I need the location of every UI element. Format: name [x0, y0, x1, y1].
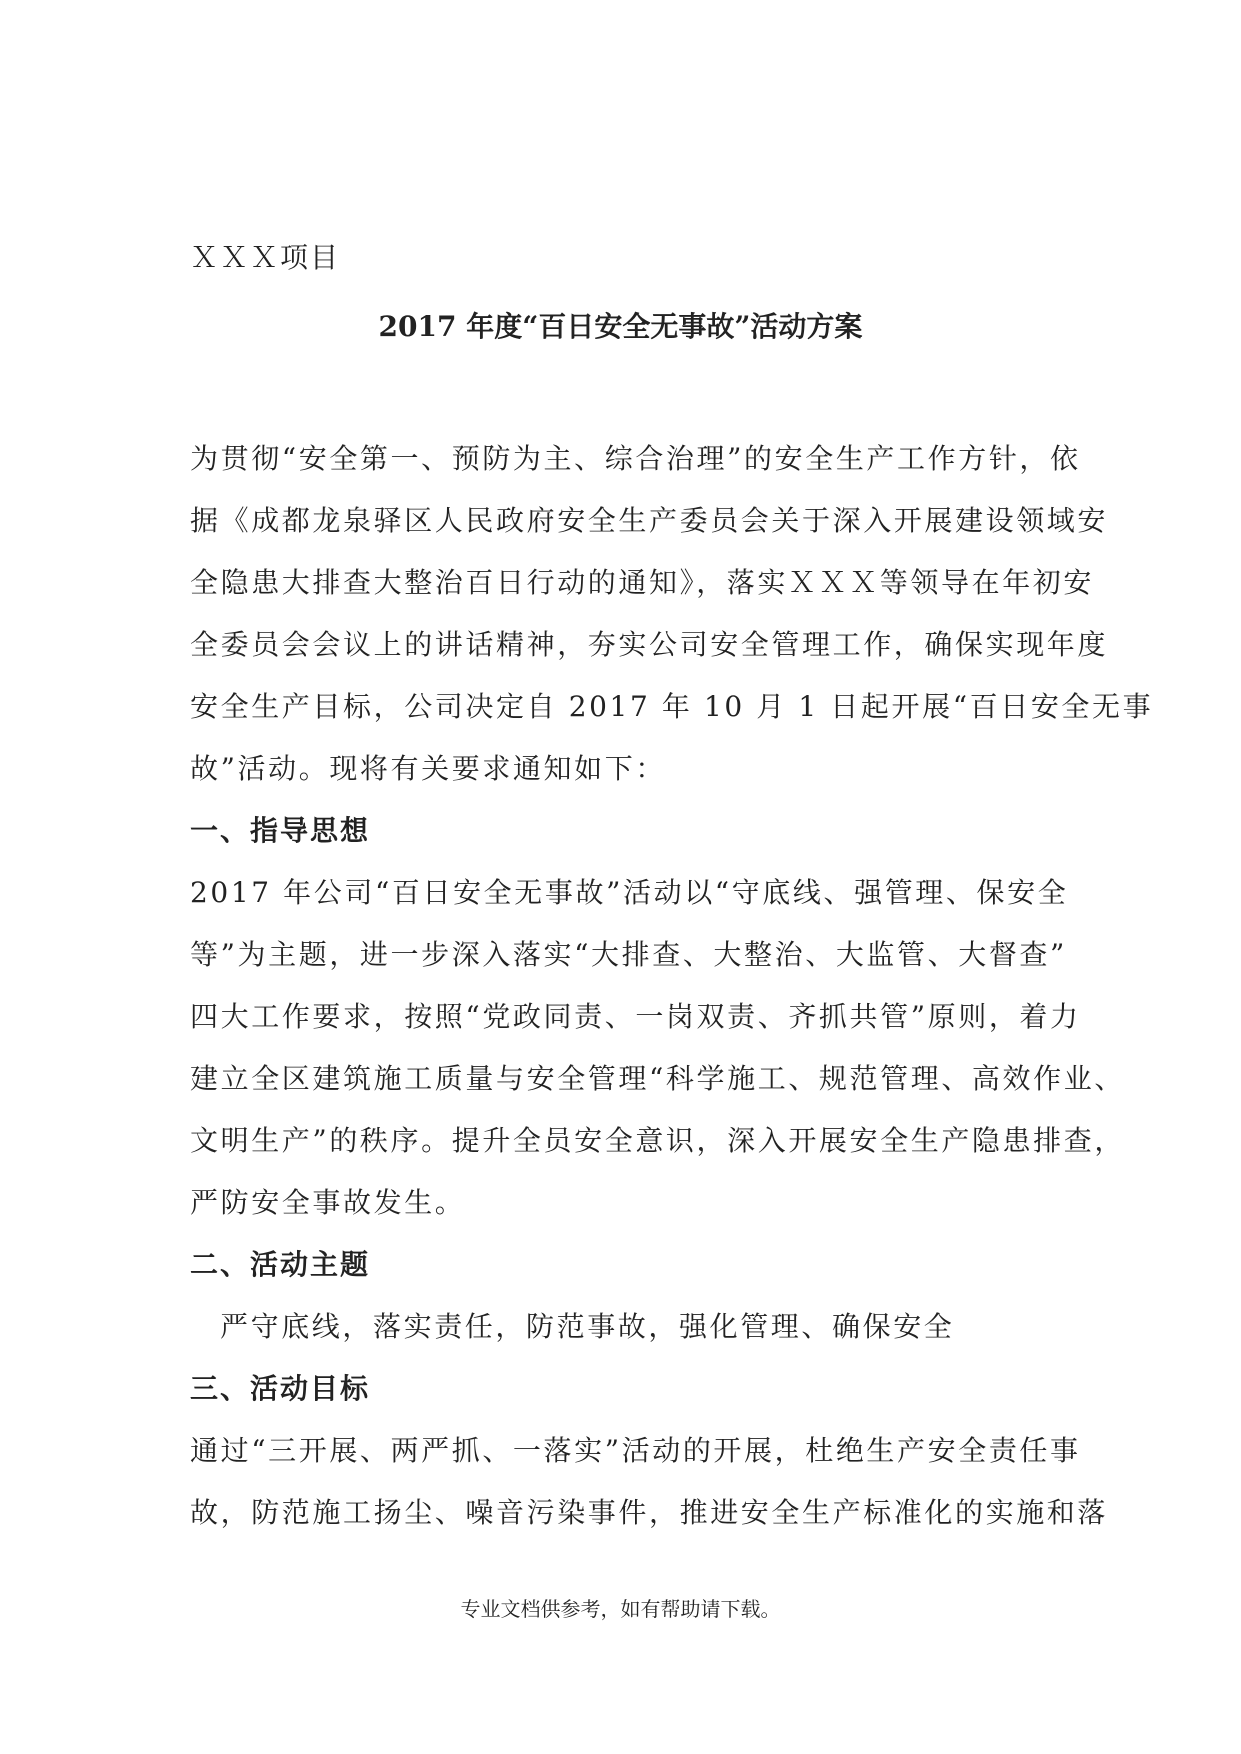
- text-line: 全隐患大排查大整治百日行动的通知》，落实ＸＸＸ等领导在年初安: [190, 566, 1095, 599]
- text-line: 据《成都龙泉驿区人民政府安全生产委员会关于深入开展建设领域安: [190, 504, 1109, 537]
- text-line: 文明生产”的秩序。提升全员安全意识，深入开展安全生产隐患排查，: [190, 1124, 1125, 1157]
- page-footer: 专业文档供参考，如有帮助请下载。: [460, 1597, 781, 1621]
- document-body: [190, 428, 1154, 1544]
- project-label: ＸＸＸ项目: [190, 241, 341, 274]
- text-line: 故，防范施工扬尘、噪音污染事件，推进安全生产标准化的实施和落: [190, 1496, 1109, 1529]
- text-line: 通过“三开展、两严抓、一落实”活动的开展，杜绝生产安全责任事: [190, 1434, 1081, 1467]
- text-line: 故”活动。现将有关要求通知如下：: [190, 752, 666, 785]
- section-paragraph-guiding-ideology: [190, 862, 1125, 1234]
- section-paragraph-activity-goal: [190, 1420, 1109, 1544]
- section-heading-activity-goal: 三、活动目标: [190, 1372, 371, 1405]
- text-line: 等”为主题，进一步深入落实“大排查、大整治、大监管、大督查”: [190, 938, 1067, 971]
- section-paragraph-activity-theme: [190, 1296, 1050, 1358]
- text-line: 2017 年公司“百日安全无事故”活动以“守底线、强管理、保安全: [190, 876, 1069, 909]
- text-line: 为贯彻“安全第一、预防为主、综合治理”的安全生产工作方针，依: [190, 442, 1081, 475]
- text-line: 建立全区建筑施工质量与安全管理“科学施工、规范管理、高效作业、: [190, 1062, 1125, 1095]
- text-line: 严防安全事故发生。: [190, 1186, 466, 1219]
- section-heading-activity-theme: 二、活动主题: [190, 1248, 371, 1281]
- intro-paragraph: [190, 428, 1154, 800]
- document-title: 2017 年度“百日安全无事故”活动方案: [378, 310, 863, 343]
- text-line: 全委员会会议上的讲话精神，夯实公司安全管理工作，确保实现年度: [190, 628, 1109, 661]
- text-line: 四大工作要求，按照“党政同责、一岗双责、齐抓共管”原则，着力: [190, 1000, 1081, 1033]
- text-line: 安全生产目标，公司决定自 2017 年 10 月 1 日起开展“百日安全无事: [190, 690, 1154, 723]
- text-line: 严守底线，落实责任，防范事故，强化管理、确保安全: [220, 1310, 955, 1343]
- section-heading-guiding-ideology: 一、指导思想: [190, 814, 371, 847]
